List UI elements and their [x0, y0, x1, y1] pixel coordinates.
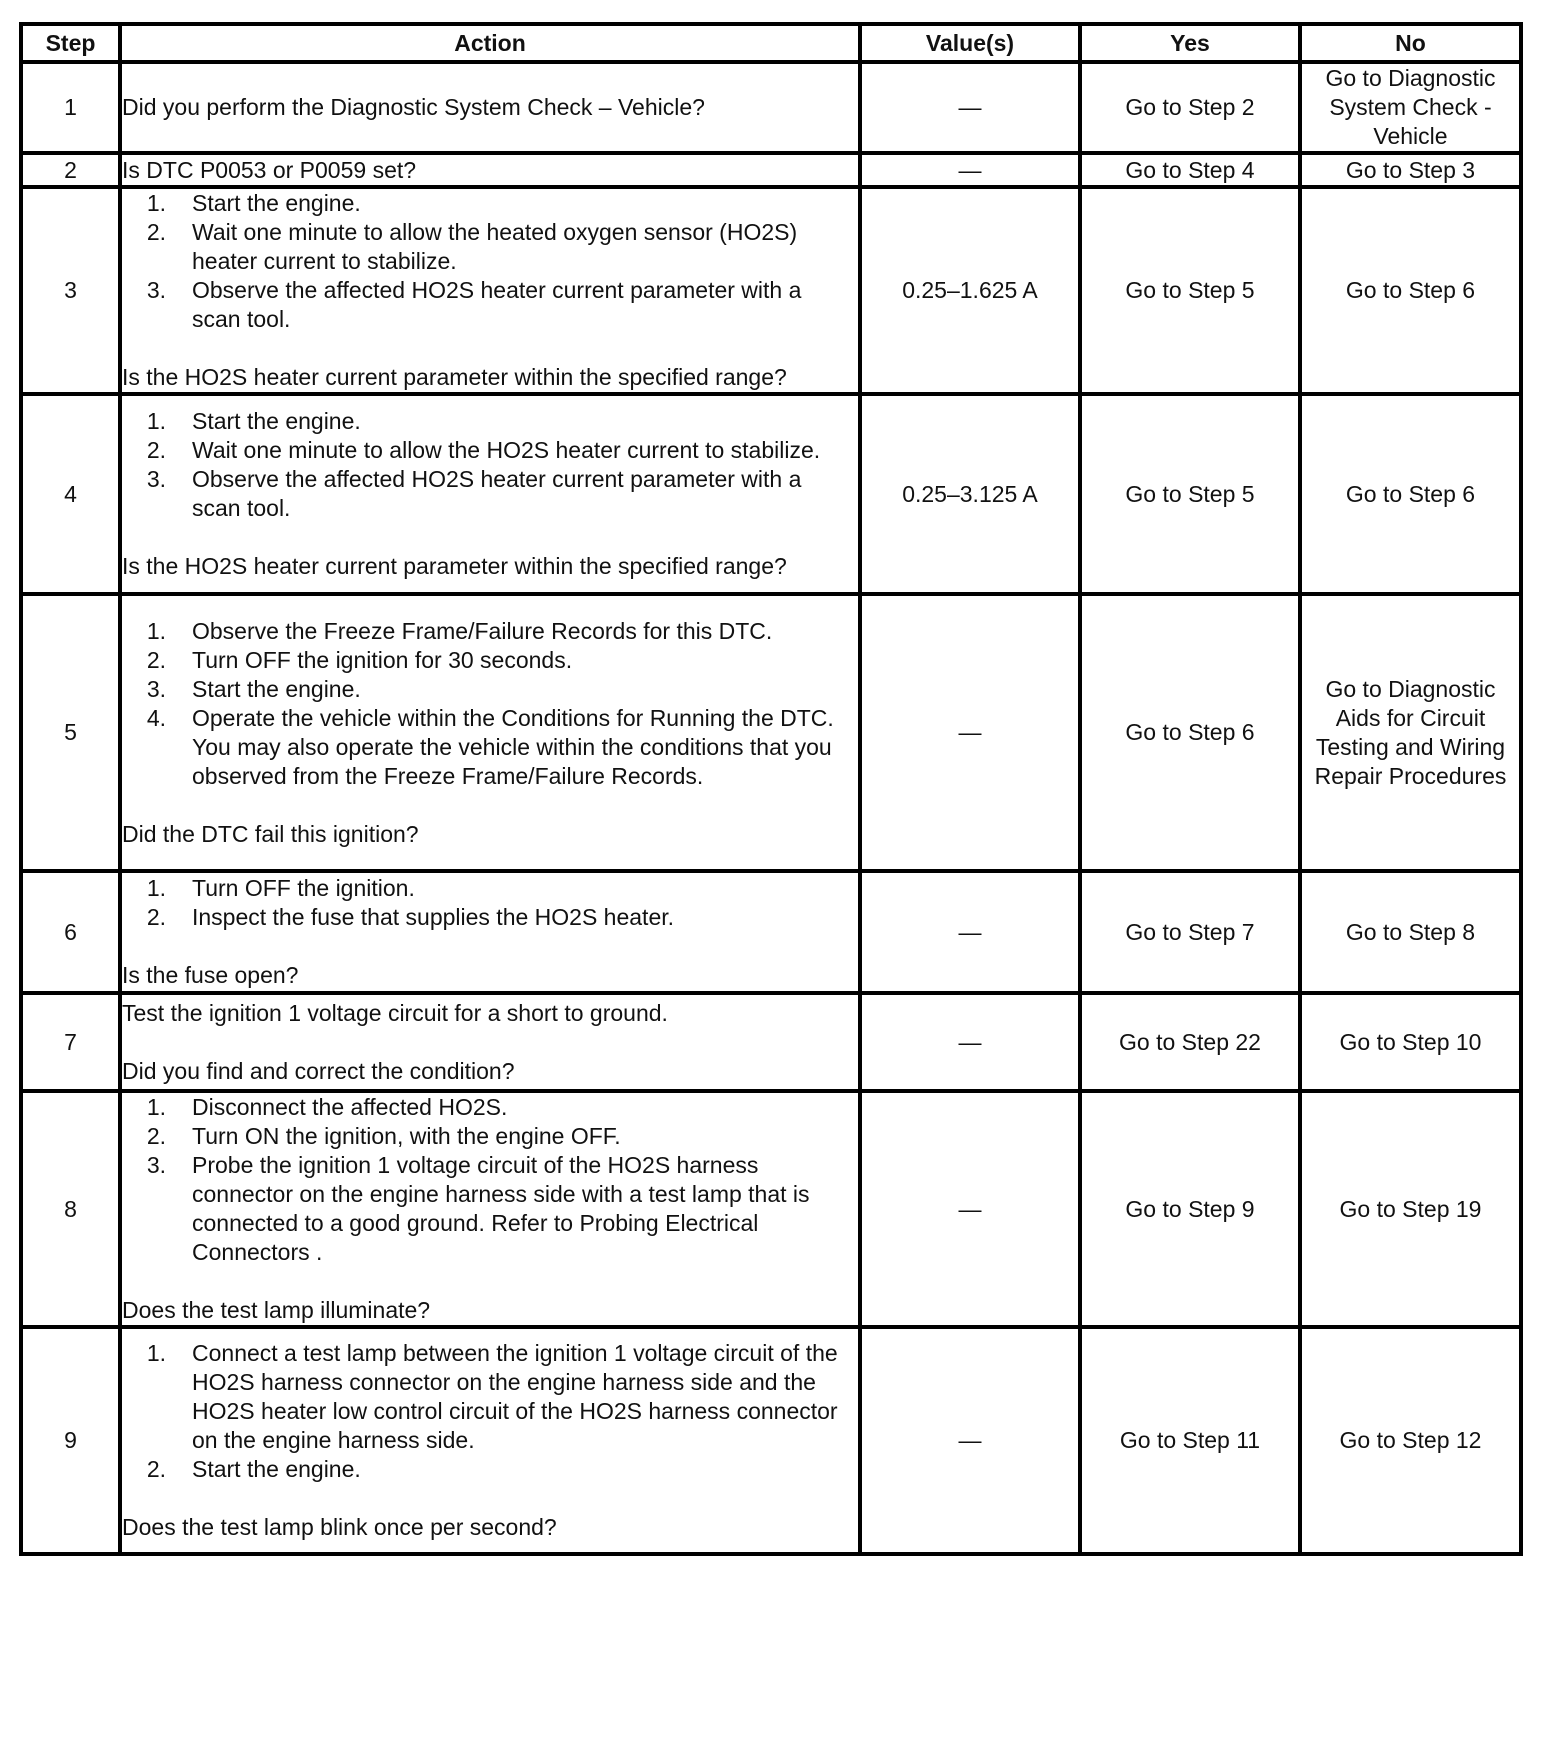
step-text: Disconnect the affected HO2S. [192, 1094, 508, 1120]
action-question: Does the test lamp illuminate? [122, 1297, 431, 1323]
action-cell [120, 1091, 860, 1327]
step-index: 2. [146, 646, 166, 673]
action-step [122, 675, 858, 704]
value-cell: — [860, 62, 1080, 153]
action-step [122, 1151, 858, 1267]
action-step [122, 704, 858, 791]
action-steps [122, 189, 858, 334]
step-number: 5 [21, 594, 120, 871]
action-cell [120, 1327, 860, 1554]
header-yes: Yes [1080, 24, 1300, 62]
yes-cell: Go to Step 9 [1080, 1091, 1300, 1327]
yes-cell: Go to Step 5 [1080, 394, 1300, 594]
action-step [122, 646, 858, 675]
action-step [122, 903, 858, 932]
yes-cell: Go to Step 5 [1080, 187, 1300, 394]
action-steps [122, 617, 858, 791]
table-row [21, 871, 1521, 993]
step-number: 1 [21, 62, 120, 153]
step-number: 7 [21, 993, 120, 1091]
action-steps [122, 1339, 858, 1484]
step-index: 1. [146, 617, 166, 644]
value-cell: — [860, 993, 1080, 1091]
step-index: 3. [146, 675, 166, 702]
step-index: 2. [146, 437, 166, 463]
step-text: Turn ON the ignition, with the engine OFF. [192, 1123, 621, 1149]
step-index: 1. [146, 190, 166, 216]
step-index: 3. [146, 466, 166, 492]
action-question: Does the test lamp blink once per second? [122, 1514, 557, 1540]
no-cell: Go to Step 8 [1300, 871, 1521, 993]
yes-cell: Go to Step 11 [1080, 1327, 1300, 1554]
table-row [21, 153, 1521, 187]
action-cell [120, 62, 860, 153]
step-index: 2. [146, 219, 166, 245]
no-cell: Go to Step 19 [1300, 1091, 1521, 1327]
action-question: Is the fuse open? [122, 962, 299, 988]
step-number: 9 [21, 1327, 120, 1554]
step-index: 2. [146, 1456, 166, 1482]
no-cell: Go to Step 3 [1300, 153, 1521, 187]
action-instruction: Test the ignition 1 voltage circuit for a short to ground. [122, 999, 668, 1026]
step-text: Operate the vehicle within the Conditions for Running the DTC. You may also operate the vehicle within the conditions that you observed from the Freeze Frame/Failure Records. [192, 704, 834, 789]
no-cell: Go to Diagnostic System Check - Vehicle [1300, 62, 1521, 153]
action-steps [122, 407, 858, 523]
action-step [122, 1093, 858, 1122]
step-index: 1. [146, 1094, 166, 1120]
table-row [21, 187, 1521, 394]
table-row [21, 394, 1521, 594]
step-text: Observe the affected HO2S heater current parameter with a scan tool. [192, 277, 802, 332]
action-step [122, 276, 858, 334]
yes-cell: Go to Step 22 [1080, 993, 1300, 1091]
action-step [122, 617, 858, 646]
action-question: Did you find and correct the condition? [122, 1057, 515, 1084]
step-index: 3. [146, 1152, 166, 1178]
step-number: 2 [21, 153, 120, 187]
action-cell [120, 993, 860, 1091]
step-index: 1. [146, 875, 166, 901]
yes-cell: Go to Step 4 [1080, 153, 1300, 187]
action-step [122, 874, 858, 903]
step-text: Wait one minute to allow the heated oxygen sensor (HO2S) heater current to stabilize. [192, 219, 798, 274]
step-text: Inspect the fuse that supplies the HO2S heater. [192, 904, 675, 930]
action-question: Is DTC P0053 or P0059 set? [122, 156, 417, 183]
header-no: No [1300, 24, 1521, 62]
action-cell [120, 187, 860, 394]
value-cell: — [860, 1091, 1080, 1327]
action-step [122, 1455, 858, 1484]
table-row [21, 1091, 1521, 1327]
value-cell: 0.25–3.125 A [860, 394, 1080, 594]
step-text: Start the engine. [192, 190, 361, 216]
action-question: Is the HO2S heater current parameter within the specified range? [122, 553, 787, 579]
step-index: 1. [146, 408, 166, 434]
action-step [122, 436, 858, 465]
step-index: 2. [146, 904, 166, 930]
no-cell: Go to Step 12 [1300, 1327, 1521, 1554]
action-step [122, 189, 858, 218]
value-cell: 0.25–1.625 A [860, 187, 1080, 394]
no-cell: Go to Step 10 [1300, 993, 1521, 1091]
diagnostic-table [19, 22, 1523, 1556]
action-question: Did you perform the Diagnostic System Check – Vehicle? [122, 94, 705, 120]
step-number: 6 [21, 871, 120, 993]
table-row [21, 993, 1521, 1091]
step-text: Turn OFF the ignition for 30 seconds. [192, 646, 573, 673]
header-row [21, 24, 1521, 62]
value-cell: — [860, 153, 1080, 187]
action-step [122, 218, 858, 276]
action-steps [122, 1093, 858, 1267]
value-cell: — [860, 871, 1080, 993]
step-number: 4 [21, 394, 120, 594]
value-cell: — [860, 594, 1080, 871]
no-cell: Go to Diagnostic Aids for Circuit Testing and Wiring Repair Procedures [1300, 594, 1521, 871]
step-index: 2. [146, 1123, 166, 1149]
step-text: Observe the affected HO2S heater current parameter with a scan tool. [192, 466, 802, 521]
header-values: Value(s) [860, 24, 1080, 62]
yes-cell: Go to Step 2 [1080, 62, 1300, 153]
table-row [21, 62, 1521, 153]
step-number: 8 [21, 1091, 120, 1327]
header-action: Action [120, 24, 860, 62]
header-step: Step [21, 24, 120, 62]
no-cell: Go to Step 6 [1300, 187, 1521, 394]
action-step [122, 407, 858, 436]
step-index: 4. [146, 704, 166, 731]
action-cell [120, 594, 860, 871]
step-text: Start the engine. [192, 408, 361, 434]
step-text: Start the engine. [192, 1456, 361, 1482]
step-text: Connect a test lamp between the ignition 1 voltage circuit of the HO2S harness connector on the engine harness side and the HO2S heater low control circuit of the HO2S harness connector on the engine harness side. [192, 1340, 838, 1453]
action-step [122, 1339, 858, 1455]
action-cell [120, 394, 860, 594]
step-number: 3 [21, 187, 120, 394]
yes-cell: Go to Step 7 [1080, 871, 1300, 993]
action-steps [122, 874, 858, 932]
step-text: Turn OFF the ignition. [192, 875, 415, 901]
action-question: Did the DTC fail this ignition? [122, 820, 419, 847]
no-cell: Go to Step 6 [1300, 394, 1521, 594]
step-text: Probe the ignition 1 voltage circuit of the HO2S harness connector on the engine harness side with a test lamp that is connected to a good ground. Refer to Probing Electrical Connectors . [192, 1152, 810, 1265]
action-step [122, 465, 858, 523]
step-index: 1. [146, 1340, 166, 1366]
action-question: Is the HO2S heater current parameter within the specified range? [122, 364, 787, 390]
table-row [21, 594, 1521, 871]
yes-cell: Go to Step 6 [1080, 594, 1300, 871]
step-index: 3. [146, 277, 166, 303]
step-text: Observe the Freeze Frame/Failure Records for this DTC. [192, 617, 773, 644]
step-text: Wait one minute to allow the HO2S heater current to stabilize. [192, 437, 821, 463]
action-cell [120, 871, 860, 993]
action-cell [120, 153, 860, 187]
step-text: Start the engine. [192, 675, 361, 702]
value-cell: — [860, 1327, 1080, 1554]
table-row [21, 1327, 1521, 1554]
action-step [122, 1122, 858, 1151]
